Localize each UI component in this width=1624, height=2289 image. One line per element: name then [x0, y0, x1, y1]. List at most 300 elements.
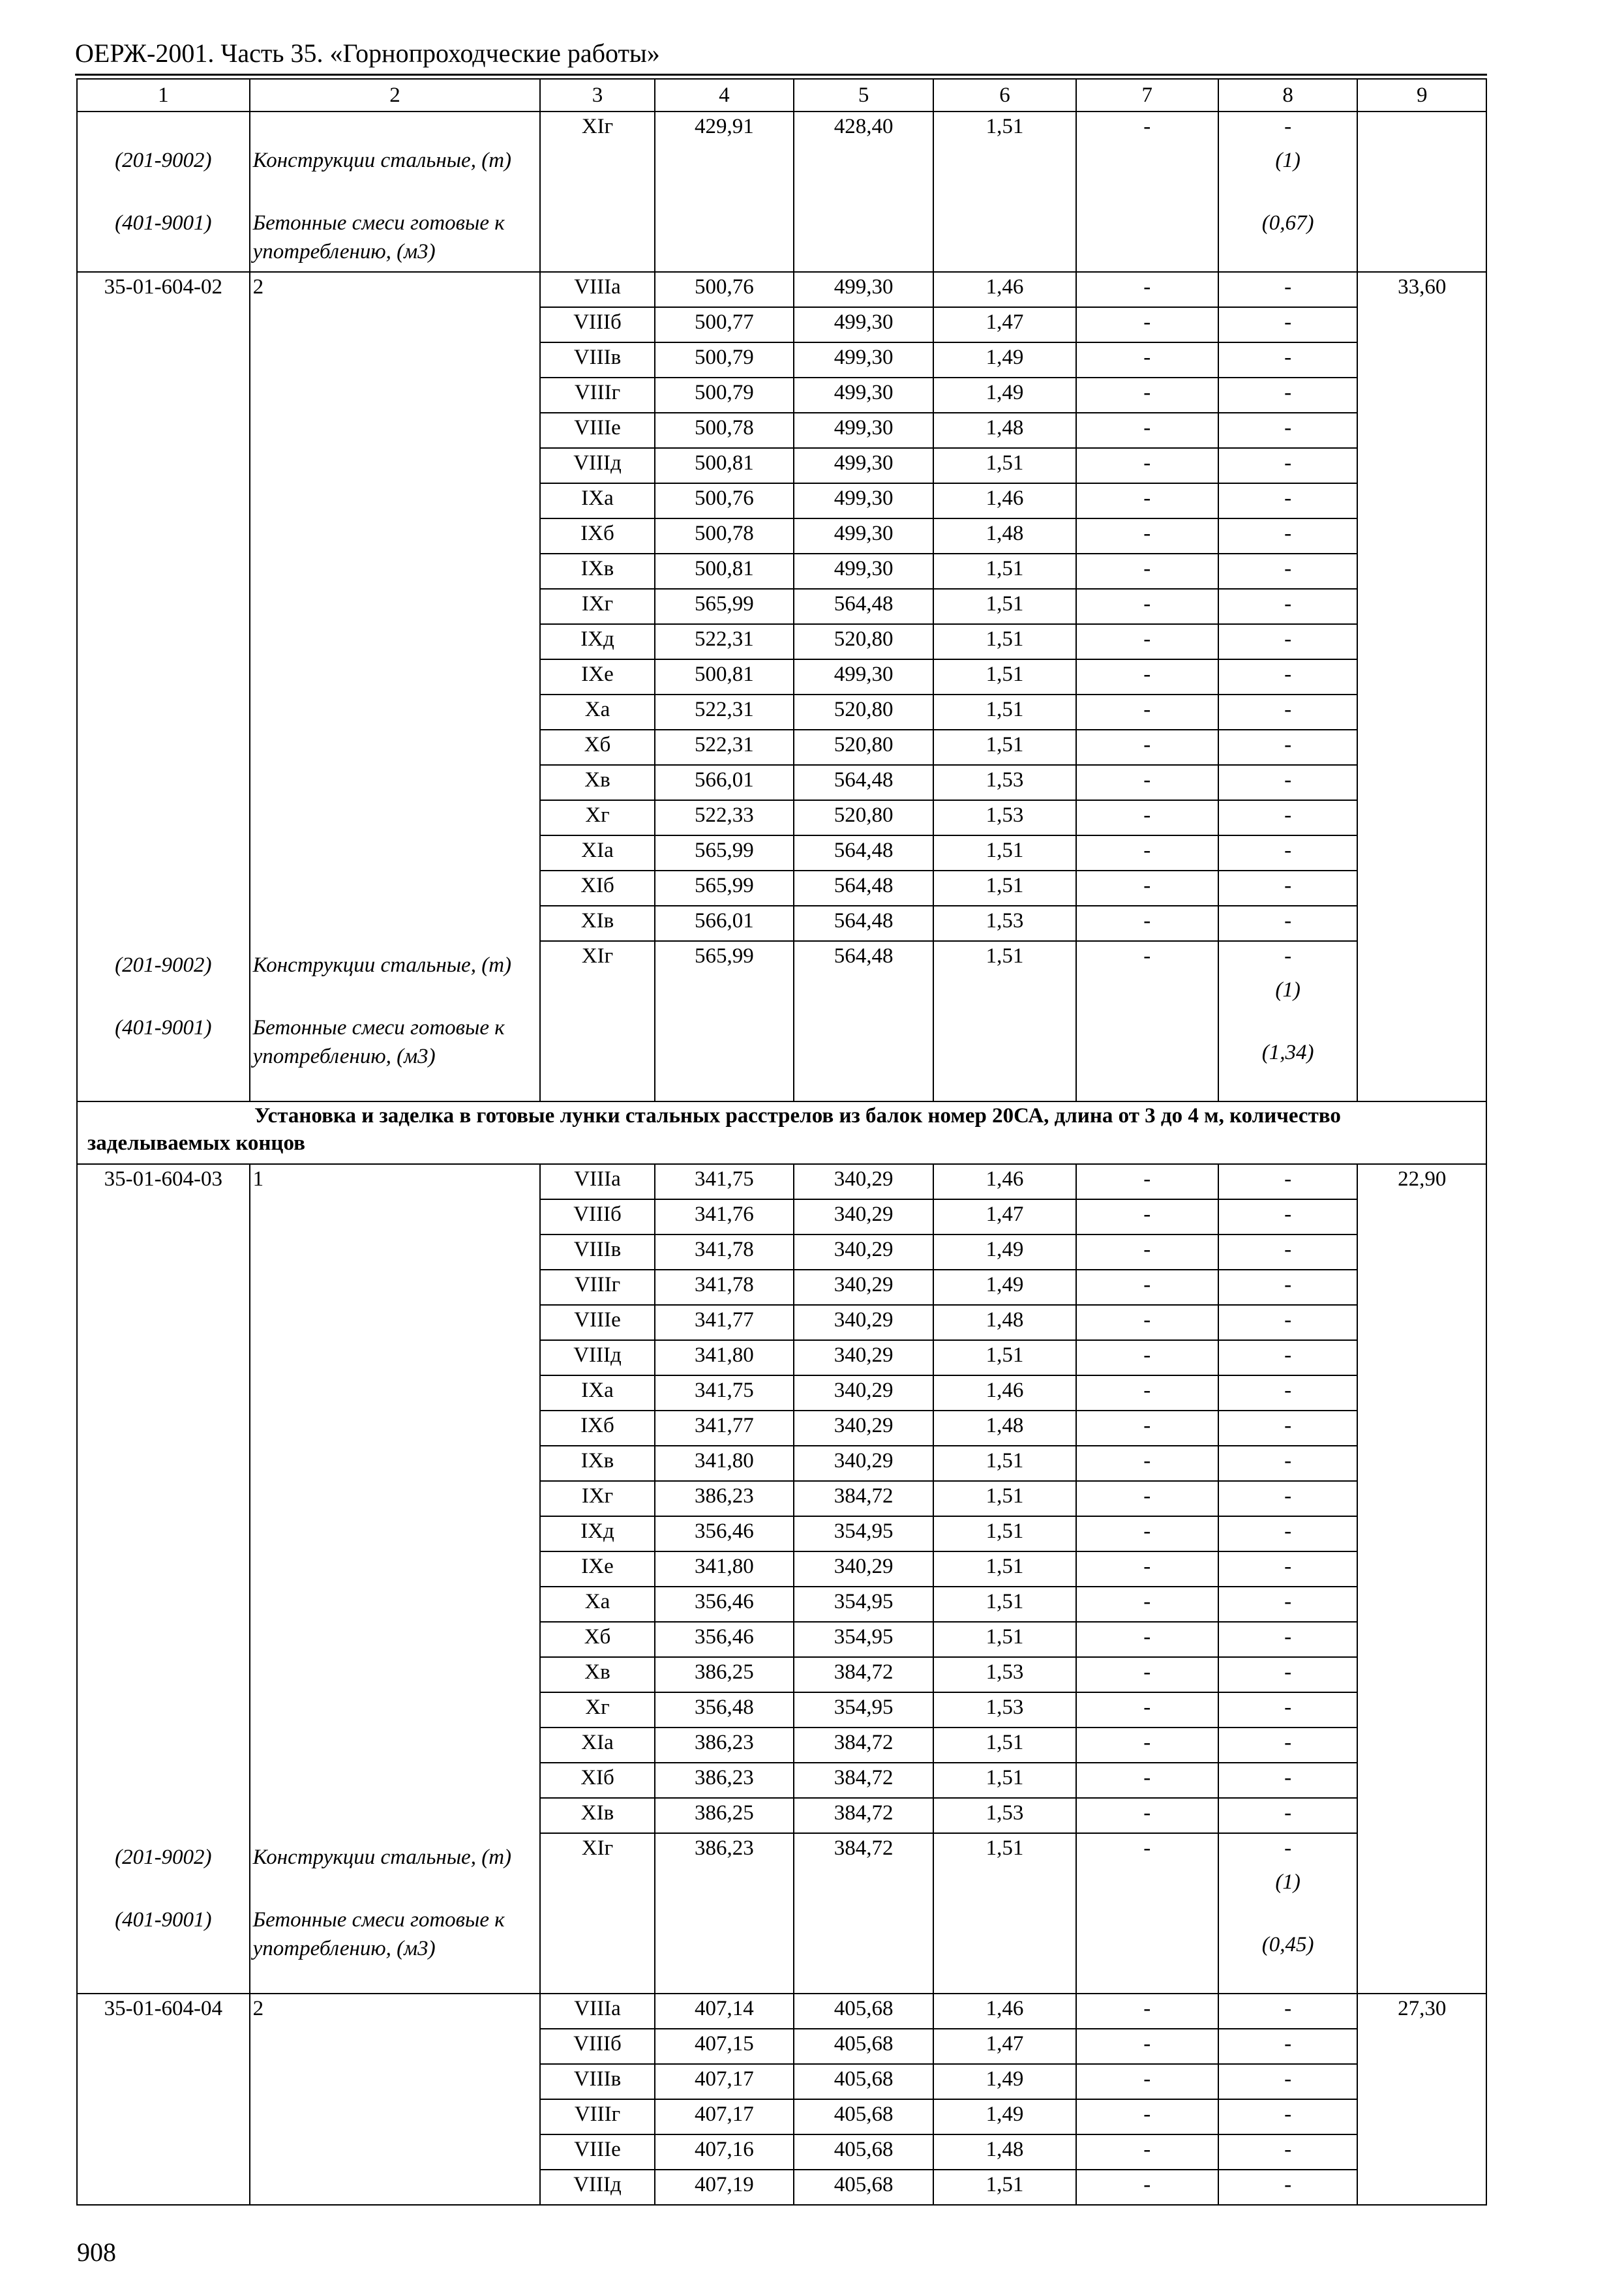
table-cell: 386,23: [655, 1762, 794, 1797]
table-cell: 500,81: [655, 447, 794, 483]
table-cell: 1,49: [934, 1269, 1075, 1304]
table-cell: -: [1077, 1234, 1218, 1269]
section-title-text: Установка и заделка в готовые лунки стальных расстрелов из балок номер 20СА, длина от 3 до 4 м, количество заделываемых концов: [87, 1104, 1341, 1155]
table-cell: 1,51: [934, 1339, 1075, 1375]
value-column-8: [1218, 272, 1358, 1101]
col9-value: 27,30: [1398, 1997, 1447, 2020]
table-cell: 384,72: [794, 1797, 933, 1833]
table-cell: 1,46: [985, 1167, 1024, 1191]
column-number: 3: [540, 79, 654, 112]
table-cell: 1,47: [934, 307, 1075, 342]
table-cell: 522,31: [655, 729, 794, 764]
table-cell: VIIIг: [541, 377, 654, 412]
table-cell: 1,51: [934, 729, 1075, 764]
table-cell: 1,51: [934, 2169, 1075, 2204]
table-cell: IXг: [541, 1480, 654, 1516]
norm-code: 35-01-604-03: [104, 1167, 223, 1191]
table-cell: 340,29: [794, 1199, 933, 1234]
material-value: (1): [1275, 1870, 1301, 1894]
value-column-4: [655, 272, 794, 1101]
table-cell: -: [1219, 729, 1357, 764]
table-cell: -: [1077, 729, 1218, 764]
material-value: (1,34): [1261, 1041, 1314, 1064]
page-number: 908: [77, 2237, 116, 2267]
material-name: Бетонные смеси готовые к употреблению, (м3): [252, 1016, 505, 1068]
table-cell: -: [1077, 2169, 1218, 2204]
table-cell: 341,80: [655, 1445, 794, 1480]
table-cell: -: [1219, 764, 1357, 800]
table-cell: 1,53: [934, 1656, 1075, 1692]
table-cell: 1,51: [934, 1833, 1075, 1868]
table-cell: -: [1219, 870, 1357, 905]
table-cell: -: [1219, 1551, 1357, 1586]
material-name: Конструкции стальные, (т): [252, 953, 512, 977]
header-rule: [75, 74, 1487, 76]
table-cell: 566,01: [655, 764, 794, 800]
table-cell: Xa: [541, 1586, 654, 1621]
table-cell: -: [1219, 1339, 1357, 1375]
table-cell: IXд: [541, 623, 654, 659]
table-cell: -: [1219, 800, 1357, 835]
value-column-7: [1076, 1164, 1218, 1994]
table-cell: -: [1143, 275, 1151, 299]
material-value: (1): [1275, 149, 1301, 172]
table-cell: -: [1219, 1269, 1357, 1304]
table-cell: -: [1219, 1656, 1357, 1692]
table-cell: VIIIб: [541, 1199, 654, 1234]
table-cell: 1,48: [934, 2134, 1075, 2169]
table-cell: IXб: [541, 518, 654, 553]
table-cell: -: [1219, 1234, 1357, 1269]
table-cell: Xб: [541, 1621, 654, 1656]
table-cell: 565,99: [655, 588, 794, 623]
table-cell: 1,51: [934, 623, 1075, 659]
table-cell: 1,46: [985, 275, 1024, 299]
table-cell: 564,48: [794, 764, 933, 800]
table-cell: -: [1077, 1410, 1218, 1445]
column-number: 4: [655, 79, 794, 112]
table-cell: -: [1219, 1692, 1357, 1727]
column-number: 5: [794, 79, 933, 112]
table-cell: 1,53: [934, 800, 1075, 835]
table-cell: Xг: [541, 800, 654, 835]
table-cell: -: [1219, 940, 1357, 976]
table-cell: XIг: [541, 1833, 654, 1868]
table-cell: 564,48: [794, 940, 933, 976]
table-cell: -: [1219, 1586, 1357, 1621]
value-column-3: [540, 272, 654, 1101]
table-cell: 341,77: [655, 1304, 794, 1339]
table-cell: 1,53: [934, 1692, 1075, 1727]
value-column-4: [655, 112, 794, 272]
table-cell: 340,29: [794, 1234, 933, 1269]
section-title: [77, 1101, 1486, 1164]
table-cell: -: [1077, 1762, 1218, 1797]
table-cell: 1,46: [985, 1997, 1024, 2020]
table-cell: 522,33: [655, 800, 794, 835]
table-cell: 1,48: [934, 1304, 1075, 1339]
table-cell: 565,99: [655, 835, 794, 870]
table-cell: 499,30: [794, 412, 933, 447]
table-cell: IXг: [541, 588, 654, 623]
material-code: (401-9001): [115, 1908, 212, 1932]
table-cell: 407,15: [655, 2028, 794, 2063]
table-cell: -: [1219, 2134, 1357, 2169]
table-cell: 500,76: [655, 483, 794, 518]
column-number: 1: [77, 79, 250, 112]
value-column-3: [540, 112, 654, 272]
table-cell: 1,46: [934, 1375, 1075, 1410]
table-cell: 500,81: [655, 553, 794, 588]
table-cell: -: [1219, 2169, 1357, 2204]
table-cell: Xг: [541, 1692, 654, 1727]
table-cell: 405,68: [794, 2134, 933, 2169]
table-cell: 499,30: [794, 518, 933, 553]
table-cell: VIIIг: [541, 1269, 654, 1304]
table-cell: -: [1284, 1997, 1292, 2020]
table-cell: 1,51: [934, 1586, 1075, 1621]
table-cell: 499,30: [794, 553, 933, 588]
table-cell: 499,30: [834, 275, 894, 299]
table-cell: -: [1077, 694, 1218, 729]
table-cell: -: [1219, 1375, 1357, 1410]
table-cell: -: [1219, 1762, 1357, 1797]
table-cell: -: [1219, 2063, 1357, 2099]
table-cell: VIIIе: [541, 412, 654, 447]
table-cell: 564,48: [794, 835, 933, 870]
table-cell: -: [1077, 800, 1218, 835]
col9-cell: [1357, 1164, 1486, 1994]
table-cell: 1,51: [934, 1551, 1075, 1586]
norm-quantity: 2: [252, 275, 264, 299]
table-cell: XIa: [541, 835, 654, 870]
table-cell: 354,95: [794, 1586, 933, 1621]
table-cell: 522,31: [655, 694, 794, 729]
table-cell: -: [1077, 659, 1218, 694]
description-cell: [250, 112, 541, 272]
table-cell: 1,53: [934, 1797, 1075, 1833]
table-cell: -: [1077, 483, 1218, 518]
table-cell: VIIIд: [541, 2169, 654, 2204]
table-cell: 405,68: [794, 2169, 933, 2204]
value-column-7: [1076, 272, 1218, 1101]
table-cell: -: [1077, 307, 1218, 342]
value-column-6: [933, 112, 1076, 272]
col9-cell: [1357, 1994, 1486, 2205]
table-cell: -: [1219, 2099, 1357, 2134]
table-cell: 340,29: [794, 1339, 933, 1375]
table-cell: Xa: [541, 694, 654, 729]
table-cell: 341,76: [655, 1199, 794, 1234]
code-cell: [77, 112, 250, 272]
table-cell: 405,68: [834, 1997, 894, 2020]
description-cell: [250, 1164, 541, 1994]
table-cell: XIб: [541, 870, 654, 905]
table-cell: 384,72: [794, 1762, 933, 1797]
table-cell: 500,78: [655, 412, 794, 447]
table-cell: VIIIе: [541, 2134, 654, 2169]
table-cell: -: [1077, 940, 1218, 976]
table-cell: -: [1077, 1551, 1218, 1586]
table-cell: -: [1219, 377, 1357, 412]
table-cell: -: [1077, 1586, 1218, 1621]
norm-block-block2: [77, 1164, 1486, 1994]
table-cell: 1,49: [934, 2063, 1075, 2099]
page-header: ОЕРЖ-2001. Часть 35. «Горнопроходческие работы»: [75, 38, 660, 68]
norm-block-block3: [77, 1994, 1486, 2205]
table-cell: Xв: [541, 1656, 654, 1692]
table-cell: -: [1077, 1621, 1218, 1656]
value-column-8: [1218, 1164, 1358, 1994]
table-cell: -: [1284, 275, 1292, 299]
table-cell: 500,81: [655, 659, 794, 694]
table-cell: 405,68: [794, 2099, 933, 2134]
table-cell: 341,75: [655, 1375, 794, 1410]
material-code: (201-9002): [115, 1846, 212, 1869]
value-column-8: [1218, 1994, 1358, 2205]
table-cell: -: [1219, 307, 1357, 342]
table-cell: 1,51: [934, 553, 1075, 588]
table-cell: IXд: [541, 1516, 654, 1551]
table-cell: Xб: [541, 729, 654, 764]
table-cell: 520,80: [794, 729, 933, 764]
table-cell: 407,17: [655, 2099, 794, 2134]
table-cell: 1,48: [934, 412, 1075, 447]
table-cell: IXе: [541, 659, 654, 694]
norm-quantity: 2: [252, 1997, 264, 2020]
code-cell: [77, 1164, 250, 1994]
material-name: Бетонные смеси готовые к употреблению, (м3): [252, 211, 505, 263]
table-cell: 1,51: [934, 940, 1075, 976]
table-cell: -: [1219, 483, 1357, 518]
table-cell: -: [1219, 905, 1357, 940]
table-cell: VIIIa: [574, 1167, 621, 1191]
table-cell: XIб: [541, 1762, 654, 1797]
table-cell: -: [1077, 1727, 1218, 1762]
table-cell: 500,77: [655, 307, 794, 342]
table-cell: -: [1077, 905, 1218, 940]
table-cell: 1,51: [934, 1516, 1075, 1551]
table-cell: 1,51: [985, 115, 1024, 138]
table-cell: 500,76: [695, 275, 754, 299]
table-cell: 1,51: [934, 870, 1075, 905]
value-column-5: [794, 1994, 933, 2205]
table-cell: -: [1143, 1167, 1151, 1191]
table-cell: -: [1077, 1199, 1218, 1234]
material-value: (0,67): [1261, 211, 1314, 235]
table-cell: 564,48: [794, 905, 933, 940]
table-cell: -: [1077, 1797, 1218, 1833]
table-cell: XIг: [581, 115, 614, 138]
table-cell: -: [1219, 1621, 1357, 1656]
table-cell: 384,72: [794, 1480, 933, 1516]
table-cell: -: [1077, 870, 1218, 905]
table-cell: 386,25: [655, 1656, 794, 1692]
table-cell: -: [1077, 1375, 1218, 1410]
code-cell: [77, 272, 250, 1101]
table-cell: 340,29: [834, 1167, 894, 1191]
table-cell: 341,80: [655, 1551, 794, 1586]
table-cell: -: [1077, 518, 1218, 553]
column-number: 7: [1076, 79, 1218, 112]
table-cell: -: [1077, 2099, 1218, 2134]
table-cell: VIIIв: [541, 2063, 654, 2099]
table-cell: 1,51: [934, 1621, 1075, 1656]
table-cell: IXв: [541, 553, 654, 588]
table-body: [77, 112, 1486, 2205]
table-cell: -: [1077, 377, 1218, 412]
table-cell: 341,78: [655, 1269, 794, 1304]
norm-block-block0: [77, 112, 1486, 272]
table-cell: VIIIд: [541, 1339, 654, 1375]
table-cell: -: [1219, 1445, 1357, 1480]
table-cell: 386,23: [655, 1727, 794, 1762]
table-cell: VIIIг: [541, 2099, 654, 2134]
table-cell: -: [1077, 1480, 1218, 1516]
table-cell: 499,30: [794, 307, 933, 342]
table-cell: 340,29: [794, 1551, 933, 1586]
table-cell: 356,46: [655, 1586, 794, 1621]
table-cell: 354,95: [794, 1516, 933, 1551]
table-cell: -: [1077, 2028, 1218, 2063]
table-cell: -: [1077, 1339, 1218, 1375]
table-cell: 354,95: [794, 1692, 933, 1727]
table-cell: 340,29: [794, 1410, 933, 1445]
table-cell: 340,29: [794, 1375, 933, 1410]
norm-block-block1: [77, 272, 1486, 1101]
description-cell: [250, 1994, 541, 2205]
table-cell: 520,80: [794, 800, 933, 835]
table-cell: 384,72: [794, 1727, 933, 1762]
table-cell: 1,51: [934, 588, 1075, 623]
table-cell: -: [1077, 2134, 1218, 2169]
table-cell: 1,51: [934, 694, 1075, 729]
table-cell: -: [1077, 447, 1218, 483]
table-cell: 341,78: [655, 1234, 794, 1269]
table-cell: XIв: [541, 905, 654, 940]
table-cell: 1,51: [934, 447, 1075, 483]
table-cell: 1,51: [934, 1480, 1075, 1516]
table-cell: 407,19: [655, 2169, 794, 2204]
table-cell: 1,49: [934, 342, 1075, 377]
table-cell: 1,48: [934, 518, 1075, 553]
table-cell: 564,48: [794, 870, 933, 905]
table-cell: -: [1143, 1997, 1151, 2020]
table-cell: -: [1077, 553, 1218, 588]
column-number: 6: [933, 79, 1076, 112]
value-column-6: [933, 1994, 1076, 2205]
value-column-4: [655, 1994, 794, 2205]
table-cell: -: [1219, 1304, 1357, 1339]
section-title-row: [77, 1101, 1486, 1164]
value-column-7: [1076, 1994, 1218, 2205]
value-column-5: [794, 1164, 933, 1994]
table-cell: Xв: [541, 764, 654, 800]
table-cell: 341,75: [695, 1167, 754, 1191]
table-cell: 564,48: [794, 588, 933, 623]
table-cell: 565,99: [655, 870, 794, 905]
table-cell: 1,48: [934, 1410, 1075, 1445]
table-cell: VIIIв: [541, 342, 654, 377]
table-cell: VIIIa: [574, 1997, 621, 2020]
table-cell: VIIIе: [541, 1304, 654, 1339]
table-cell: -: [1077, 342, 1218, 377]
value-column-6: [933, 272, 1076, 1101]
table-cell: 1,46: [934, 483, 1075, 518]
column-number-row: [77, 79, 1486, 112]
table-cell: -: [1219, 694, 1357, 729]
table-cell: -: [1219, 1727, 1357, 1762]
table-cell: 1,51: [934, 1762, 1075, 1797]
table-cell: 499,30: [794, 447, 933, 483]
material-name: Конструкции стальные, (т): [252, 149, 512, 172]
table-cell: 500,79: [655, 377, 794, 412]
col9-value: 33,60: [1398, 275, 1447, 299]
table-cell: 386,25: [655, 1797, 794, 1833]
material-name: Бетонные смеси готовые к употреблению, (м3): [252, 1908, 505, 1960]
material-code: (401-9001): [115, 211, 212, 235]
table-cell: VIIIв: [541, 1234, 654, 1269]
material-name: Конструкции стальные, (т): [252, 1846, 512, 1869]
table-cell: -: [1219, 1199, 1357, 1234]
table-cell: 386,23: [655, 1833, 794, 1868]
material-value: (0,45): [1261, 1933, 1314, 1956]
material-code: (201-9002): [115, 149, 212, 172]
table-cell: 405,68: [794, 2028, 933, 2063]
material-code: (401-9001): [115, 1016, 212, 1040]
table-cell: -: [1077, 1304, 1218, 1339]
table-cell: IXе: [541, 1551, 654, 1586]
value-column-5: [794, 112, 933, 272]
description-cell: [250, 272, 541, 1101]
table-cell: 500,78: [655, 518, 794, 553]
value-column-5: [794, 272, 933, 1101]
table-cell: VIIIa: [574, 275, 621, 299]
table-cell: VIIIд: [541, 447, 654, 483]
table-cell: 340,29: [794, 1304, 933, 1339]
table-cell: 384,72: [794, 1833, 933, 1868]
table-cell: XIг: [541, 940, 654, 976]
column-number-row: [77, 79, 1486, 112]
table-cell: -: [1219, 1833, 1357, 1868]
column-number: 2: [250, 79, 541, 112]
table-cell: 1,53: [934, 764, 1075, 800]
value-column-4: [655, 1164, 794, 1994]
norm-code: 35-01-604-02: [104, 275, 223, 299]
table-cell: 356,46: [655, 1516, 794, 1551]
table-cell: 520,80: [794, 623, 933, 659]
table-cell: IXа: [541, 483, 654, 518]
value-column-8: [1218, 112, 1358, 272]
table-cell: 356,46: [655, 1621, 794, 1656]
table-cell: 499,30: [794, 342, 933, 377]
table-cell: -: [1077, 1656, 1218, 1692]
table-cell: -: [1219, 342, 1357, 377]
table-cell: 1,49: [934, 2099, 1075, 2134]
table-cell: -: [1077, 764, 1218, 800]
table-cell: VIIIб: [541, 2028, 654, 2063]
table-cell: -: [1219, 1410, 1357, 1445]
table-cell: -: [1143, 115, 1151, 138]
table-cell: IXа: [541, 1375, 654, 1410]
table-cell: -: [1219, 2028, 1357, 2063]
table-cell: 1,49: [934, 377, 1075, 412]
col9-value: 22,90: [1398, 1167, 1447, 1191]
value-column-3: [540, 1164, 654, 1994]
table-cell: -: [1077, 1269, 1218, 1304]
table-cell: 500,79: [655, 342, 794, 377]
table-cell: 566,01: [655, 905, 794, 940]
